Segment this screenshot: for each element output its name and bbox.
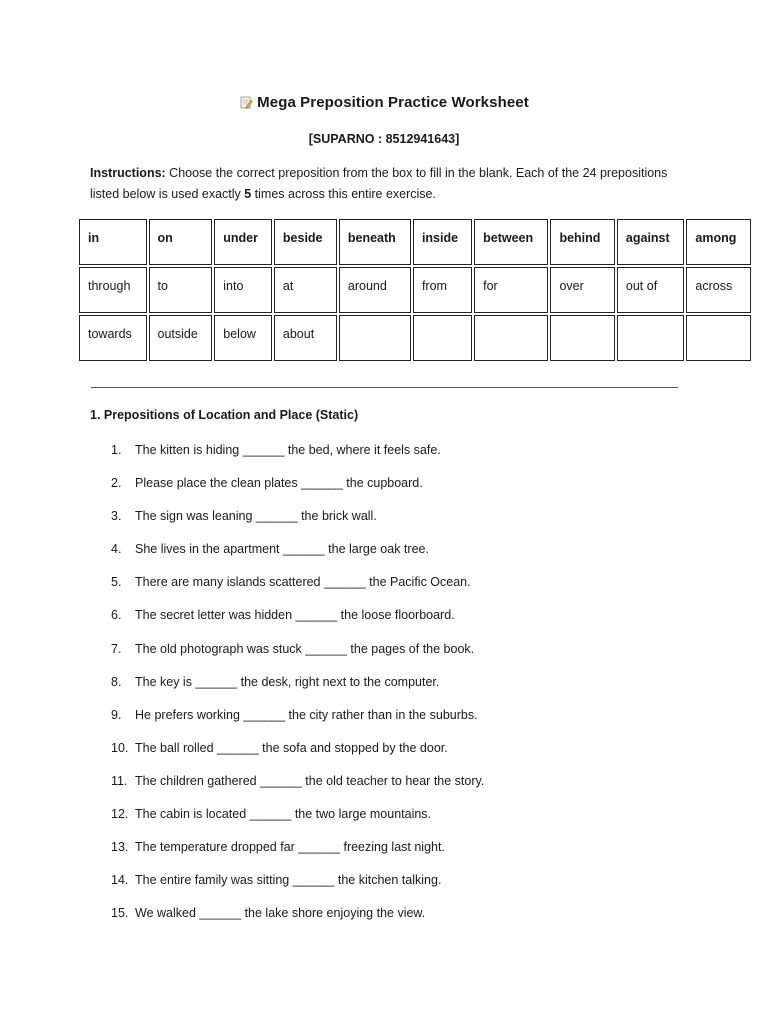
question-number: 5. bbox=[111, 575, 122, 590]
worksheet-title bbox=[0, 94, 768, 111]
instructions-text-2: times across this entire exercise. bbox=[251, 187, 436, 201]
question-number: 10. bbox=[111, 740, 129, 755]
word-box-cell: into bbox=[214, 267, 272, 313]
question-number: 11. bbox=[111, 773, 128, 788]
word-box-cell bbox=[413, 315, 472, 361]
word-box-cell: between bbox=[474, 219, 548, 265]
word-box-cell: against bbox=[617, 219, 685, 265]
question-text: She lives in the apartment ______ the large oak tree. bbox=[135, 542, 429, 557]
question-number: 12. bbox=[111, 807, 129, 822]
word-box-cell bbox=[617, 315, 685, 361]
question-number: 13. bbox=[111, 840, 129, 855]
word-box-cell bbox=[686, 315, 751, 361]
word-box-cell: in bbox=[79, 219, 147, 265]
word-box-cell: behind bbox=[550, 219, 614, 265]
word-box-cell: inside bbox=[413, 219, 472, 265]
word-box-cell bbox=[550, 315, 614, 361]
word-box-cell: for bbox=[474, 267, 548, 313]
word-box-cell bbox=[339, 315, 411, 361]
question-text: Please place the clean plates ______ the cupboard. bbox=[135, 476, 423, 491]
instructions-label: Instructions: bbox=[90, 166, 166, 180]
word-box-cell bbox=[474, 315, 548, 361]
section-heading: 1. Prepositions of Location and Place (Static) bbox=[90, 408, 359, 422]
word-box-cell: beside bbox=[274, 219, 337, 265]
word-box-cell: at bbox=[274, 267, 337, 313]
question-number: 15. bbox=[111, 906, 129, 921]
question-text: The old photograph was stuck ______ the pages of the book. bbox=[135, 641, 475, 656]
word-box-row bbox=[79, 267, 751, 313]
question-text: The cabin is located ______ the two large mountains. bbox=[135, 807, 432, 822]
question-text: The children gathered ______ the old teacher to hear the story. bbox=[135, 773, 485, 788]
question-text: The key is ______ the desk, right next to the computer. bbox=[135, 674, 440, 689]
word-box-row bbox=[79, 219, 751, 265]
question-number: 6. bbox=[111, 608, 122, 623]
question-number: 8. bbox=[111, 674, 122, 689]
question-text: The sign was leaning ______ the brick wall. bbox=[135, 509, 377, 524]
question-number: 9. bbox=[111, 707, 122, 722]
question-number: 1. bbox=[111, 443, 122, 457]
word-box-cell: below bbox=[214, 315, 272, 361]
question-number: 14. bbox=[111, 873, 129, 888]
question-text: The temperature dropped far ______ freezing last night. bbox=[135, 840, 445, 855]
worksheet-code: [SUPARNO : 8512941643] bbox=[308, 132, 460, 146]
word-box-row bbox=[79, 315, 751, 361]
question-text: He prefers working ______ the city rather than in the suburbs. bbox=[135, 707, 478, 722]
horizontal-divider bbox=[91, 387, 678, 388]
title-text: Mega Preposition Practice Worksheet bbox=[257, 94, 529, 111]
word-box-cell: on bbox=[149, 219, 213, 265]
question-number: 3. bbox=[111, 509, 122, 524]
pencil-paper-icon bbox=[239, 95, 253, 109]
word-box-cell: under bbox=[214, 219, 272, 265]
word-box-cell: about bbox=[274, 315, 337, 361]
preposition-word-box bbox=[77, 217, 753, 363]
question-number: 2. bbox=[111, 476, 122, 491]
question-number: 4. bbox=[111, 542, 122, 557]
word-box-cell: among bbox=[686, 219, 751, 265]
word-box-cell: from bbox=[413, 267, 472, 313]
question-text: There are many islands scattered ______ the Pacific Ocean. bbox=[135, 575, 471, 590]
word-box-cell: through bbox=[79, 267, 147, 313]
word-box-cell: beneath bbox=[339, 219, 411, 265]
instructions-count: 5 bbox=[244, 187, 252, 201]
instructions-text-1: Choose the correct preposition from the box to fill in the blank. Each of the 24 prepositions listed below is used exactly bbox=[90, 166, 668, 201]
word-box-cell: around bbox=[339, 267, 411, 313]
instructions bbox=[90, 163, 690, 205]
word-box-cell: across bbox=[686, 267, 751, 313]
word-box-cell: towards bbox=[79, 315, 147, 361]
question-text: The entire family was sitting ______ the kitchen talking. bbox=[135, 873, 442, 888]
question-text: We walked ______ the lake shore enjoying the view. bbox=[135, 906, 426, 921]
question-number: 7. bbox=[111, 641, 122, 656]
question-text: The ball rolled ______ the sofa and stopped by the door. bbox=[135, 740, 448, 755]
question-text: The kitten is hiding ______ the bed, where it feels safe. bbox=[135, 443, 441, 457]
word-box-cell: to bbox=[149, 267, 213, 313]
question-text: The secret letter was hidden ______ the loose floorboard. bbox=[135, 608, 455, 623]
word-box-cell: outside bbox=[149, 315, 213, 361]
word-box-cell: over bbox=[550, 267, 614, 313]
word-box-cell: out of bbox=[617, 267, 685, 313]
